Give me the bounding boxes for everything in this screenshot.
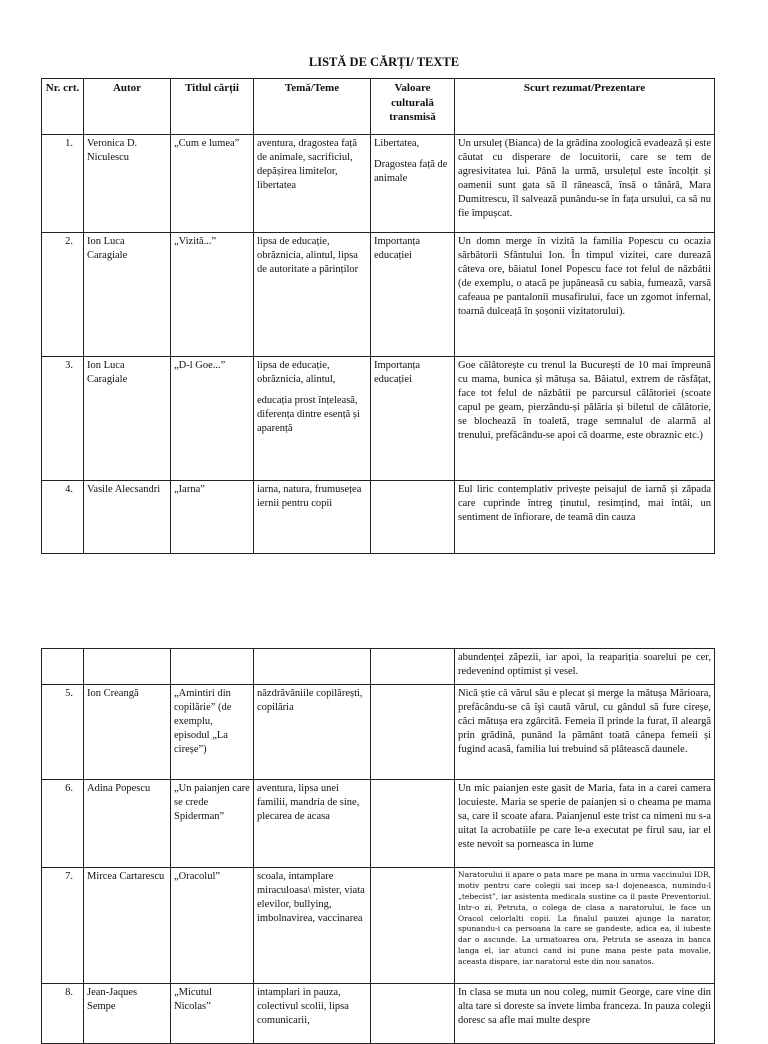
cell-nr: 7. — [42, 868, 84, 984]
books-table-top — [41, 78, 715, 554]
header-tema: Temă/Teme — [254, 79, 371, 135]
cell-rezumat: abundenței zăpezii, iar apoi, la reapariția soarelui pe cer, redevenind optimist și vesel. — [455, 649, 715, 685]
header-nr: Nr. crt. — [42, 79, 84, 135]
cell-rezumat: Eul liric contemplativ privește peisajul de iarnă și zăpada care cuprinde întreg ținutul, resimțind, mai întâi, un sentiment de înfiorare, de teamă din cauza — [455, 481, 715, 554]
cell-tema: iarna, natura, frumusețea iernii pentru copii — [254, 481, 371, 554]
cell-nr — [42, 649, 84, 685]
cell-nr: 3. — [42, 357, 84, 481]
cell-rezumat: Un mic paianjen este gasit de Maria, fata in a carei camera locuieste. Maria se sperie de paianjen si o cheama pe mama sa, care il scoate afara. Paianjenul este trist ca nimeni nu s-a uitat la acrobatiile pe care le-a executat pe firul sau, iar el este nevoit sa porneasca in lume — [455, 780, 715, 868]
cell-nr: 6. — [42, 780, 84, 868]
tema-line: educația prost înțeleasă, diferența dintre esență și aparență — [257, 394, 360, 434]
table-row — [42, 984, 715, 1044]
cell-valoare — [371, 984, 455, 1044]
cell-valoare — [371, 135, 455, 233]
cell-valoare — [371, 868, 455, 984]
cell-rezumat: In clasa se muta un nou coleg, numit George, care vine din alta tare si doreste sa invete limba franceza. In pauza colegii doresc sa afle mai multe despre — [455, 984, 715, 1044]
cell-valoare — [371, 780, 455, 868]
table-row — [42, 868, 715, 984]
cell-rezumat: Un domn merge în vizită la familia Popescu cu ocazia sărbătorii Sfântului Ion. În timpul vizitei, care durează câteva ore, băiatul Ionel Popescu face tot felul de năzbâtii (de exemplu, o atacă pe jupâneasă cu sabia, fumează, varsă cafeaua pe pantalonii musafirului, face un zgomot infernal, toarnă dulceață în șoșonii vizitatorului). — [455, 233, 715, 357]
cell-rezumat: Nică știe că vărul său e plecat și merge la mătușa Mărioara, prefăcându-se că îşi caută vărul, cu gândul să fure cireșe, căci mătușa era zgârcită. Femeia îl prinde la furat, îl aleargă prin grădină, punând la pământ toată cânepa femeii și fugind acasă, familia lui trebuind să plătească daunele. — [455, 685, 715, 780]
cell-valoare: Importanța educației — [371, 233, 455, 357]
cell-nr: 4. — [42, 481, 84, 554]
cell-tema: aventura, dragostea față de animale, sacrificiul, depășirea limitelor, libertatea — [254, 135, 371, 233]
cell-nr: 2. — [42, 233, 84, 357]
cell-autor: Jean-Jaques Sempe — [84, 984, 171, 1044]
header-rezumat: Scurt rezumat/Prezentare — [455, 79, 715, 135]
cell-autor: Vasile Alecsandri — [84, 481, 171, 554]
cell-autor: Ion Luca Caragiale — [84, 357, 171, 481]
cell-autor: Adina Popescu — [84, 780, 171, 868]
header-titlu: Titlul cărții — [171, 79, 254, 135]
table-row — [42, 649, 715, 685]
valoare-line: Libertatea, — [374, 138, 420, 149]
cell-valoare: Importanța educației — [371, 357, 455, 481]
cell-tema: lipsa de educație, obrăznicia, alintul, lipsa de autoritate a părinților — [254, 233, 371, 357]
table-row — [42, 685, 715, 780]
cell-autor — [84, 649, 171, 685]
cell-rezumat: Naratorului ii apare o pata mare pe mana in urma vaccinului IDR, motiv pentru care colegii sai incep sa-l dojeneasca, numindu-l „tebecist”, iar asistenta medicala sustine ca il paste Preventoriul. Intr-o zi, Petruta, o colega de clasa a naratorului, le face un Oracol celorlalti copii. La finalul pauzei ajunge la narator, spunandu-i ca persoana la care se gandeste, adica ea, il iubeste dar o ascunde. La urmatoarea ora, Petruta se aseaza in banca langa el, iar atunci cand isi pune mana peste pata movalie, aceasta dispare, iar naratorul este din nou sanatos. — [455, 868, 715, 984]
cell-titlu: „Vizită...” — [171, 233, 254, 357]
cell-titlu: „Oracolul” — [171, 868, 254, 984]
page-title: LISTĂ DE CĂRȚI/ TEXTE — [308, 55, 460, 69]
table-row — [42, 233, 715, 357]
cell-titlu: „Un paianjen care se crede Spiderman” — [171, 780, 254, 868]
cell-tema — [254, 649, 371, 685]
cell-autor: Veronica D. Niculescu — [84, 135, 171, 233]
cell-valoare — [371, 649, 455, 685]
valoare-line: Dragostea față de animale — [374, 158, 448, 184]
table-row — [42, 481, 715, 554]
cell-titlu — [171, 649, 254, 685]
cell-autor: Ion Creangă — [84, 685, 171, 780]
cell-tema: intamplari in pauza, colectivul scolii, lipsa comunicarii, — [254, 984, 371, 1044]
header-autor: Autor — [84, 79, 171, 135]
table-row — [42, 780, 715, 868]
cell-nr: 8. — [42, 984, 84, 1044]
table-row — [42, 135, 715, 233]
cell-autor: Ion Luca Caragiale — [84, 233, 171, 357]
tema-line: lipsa de educație, obrăznicia, alintul, — [257, 360, 336, 385]
cell-rezumat: Goe călătorește cu trenul la București de 10 mai împreună cu mama, bunica și mătușa sa. Băiatul, extrem de răsfățat, face tot felul de năzbâtii pe parcursul călătoriei (scoate capul pe geam, pierzându-și pălăria și biletul de călătorie, se blochează în toaletă, trage semnalul de alarmă al trenului, prefăcându-se apoi că doarme, este obraznic etc.) — [455, 357, 715, 481]
cell-titlu: „D-l Goe...” — [171, 357, 254, 481]
cell-tema: aventura, lipsa unei familii, mandria de sine, plecarea de acasa — [254, 780, 371, 868]
table-row — [42, 357, 715, 481]
cell-rezumat: Un ursuleț (Bianca) de la grădina zoologică evadează și este căutat cu disperare de locuitorii, care se tem de agresivitatea lui. Până la urmă, ursulețul este încolțit și oamenii sunt gata să îl rănească, însă o tânără, Mara Dumitrescu, îl salvează punându-se în fața ursului, ca să nu fie împușcat. — [455, 135, 715, 233]
cell-autor: Mircea Cartarescu — [84, 868, 171, 984]
header-valoare: Valoare culturală transmisă — [371, 79, 455, 135]
cell-titlu: „Amintiri din copilărie” (de exemplu, episodul „La cireșe”) — [171, 685, 254, 780]
cell-tema: scoala, intamplare miraculoasa\ mister, viata elevilor, bullying, imbolnavirea, vaccinarea — [254, 868, 371, 984]
cell-nr: 1. — [42, 135, 84, 233]
cell-tema: năzdrăvăniile copilărești, copilăria — [254, 685, 371, 780]
cell-titlu: „Micutul Nicolas” — [171, 984, 254, 1044]
table-header-row — [42, 79, 715, 135]
cell-valoare — [371, 685, 455, 780]
cell-titlu: „Cum e lumea” — [171, 135, 254, 233]
cell-nr: 5. — [42, 685, 84, 780]
cell-titlu: „Iarna” — [171, 481, 254, 554]
books-table-continued — [41, 648, 715, 1044]
cell-tema — [254, 357, 371, 481]
cell-valoare — [371, 481, 455, 554]
